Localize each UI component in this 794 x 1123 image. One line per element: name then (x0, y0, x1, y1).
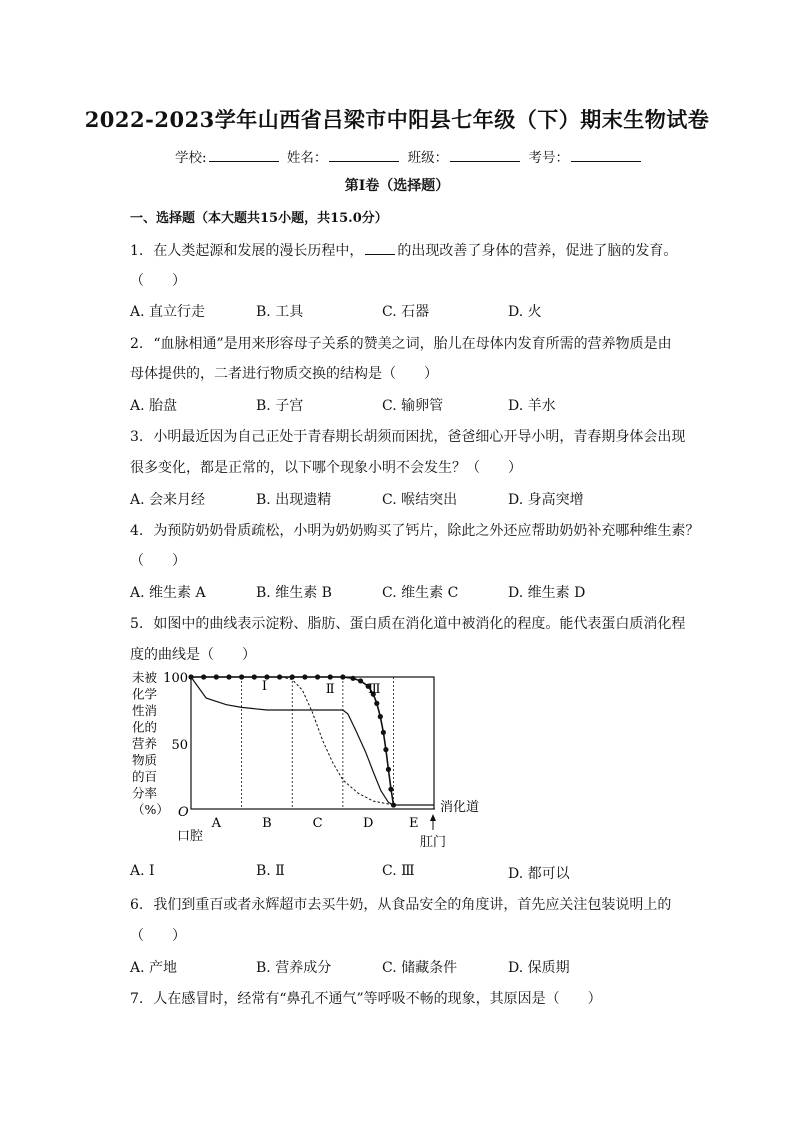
curve-iii-marker (188, 674, 193, 679)
curve-iii-marker (201, 674, 206, 679)
y-label-line: 性消 (132, 703, 158, 718)
digestion-chart (120, 668, 500, 853)
question-7-line-1 (130, 988, 602, 1008)
option-d[interactable]: D. 维生素 D (508, 585, 586, 601)
question-text: 如图中的曲线表示淀粉、脂肪、蛋白质在消化道中被消化的程度。能代表蛋白质消化程 (153, 616, 686, 632)
curve-label: Ⅱ (325, 681, 335, 697)
x-categories (211, 816, 419, 831)
question-2-line-2: 母体提供的，二者进行物质交换的结构是（ ） (130, 366, 438, 382)
fill-blank (365, 240, 395, 255)
curve-iii-marker (239, 674, 244, 679)
option-c[interactable]: C. 维生素 C (382, 585, 459, 601)
curve-Ⅱ (191, 677, 434, 805)
curve-iii-marker (302, 674, 307, 679)
y-label-line: 物质 (132, 752, 158, 768)
curve-iii-marker (383, 747, 388, 752)
question-number: 6. (130, 897, 144, 913)
name-label: 姓名： (286, 150, 328, 166)
curve-iii-marker (340, 674, 345, 679)
question-2-line-1 (130, 333, 672, 353)
curve-label: Ⅲ (367, 681, 381, 697)
option-c[interactable]: C. 输卵管 (382, 398, 444, 414)
y-axis-label (132, 670, 169, 817)
curve-label: Ⅰ (261, 679, 267, 695)
y-tick-100: 100 (163, 671, 188, 686)
y-label-line: 的百 (132, 769, 158, 784)
student-info (175, 146, 645, 166)
option-b[interactable]: B. 营养成分 (256, 960, 332, 976)
option-a[interactable]: A. 胎盘 (130, 398, 178, 414)
chart-series (188, 674, 434, 807)
x-category-label: B (262, 816, 272, 831)
option-d[interactable]: D. 都可以 (508, 866, 570, 882)
question-text: 为预防奶奶骨质疏松，小明为奶奶购买了钙片，除此之外还应帮助奶奶补充哪种维生素？ (153, 523, 700, 539)
option-c[interactable]: C. 储藏条件 (382, 960, 458, 976)
mouth-label: 口腔 (177, 829, 204, 844)
curve-iii-marker (328, 674, 333, 679)
option-d[interactable]: D. 身高突增 (508, 492, 584, 508)
option-d[interactable]: D. 保质期 (508, 960, 570, 976)
curve-iii-marker (226, 674, 231, 679)
curve-iii-marker (315, 674, 320, 679)
option-d[interactable]: D. 羊水 (508, 398, 556, 414)
y-label-line: （%） (132, 802, 169, 817)
option-b[interactable]: B. 子宫 (256, 398, 304, 414)
option-b[interactable]: B. 维生素 B (256, 585, 332, 601)
x-category-label: D (362, 816, 374, 831)
y-tick-50: 50 (171, 738, 188, 753)
option-a[interactable]: A. 会来月经 (130, 492, 206, 508)
option-b[interactable]: B. 工具 (256, 304, 304, 320)
school-blank (209, 147, 279, 162)
curve-Ⅰ (191, 677, 434, 805)
option-d[interactable]: D. 火 (508, 304, 542, 320)
curve-iii-marker (391, 802, 396, 807)
question-6-line-2: （ ） (130, 928, 186, 944)
question-3-line-2: 很多变化，都是正常的，以下哪个现象小明不会发生？（ ） (130, 460, 522, 476)
question-number: 4. (130, 523, 144, 539)
question-number: 2. (130, 336, 144, 352)
question-number: 3. (130, 429, 144, 445)
question-6-line-1 (130, 894, 671, 914)
question-text: 在人类起源和发展的漫长历程中， (153, 243, 364, 259)
exam-title: 2022-2023学年山西省吕梁市中阳县七年级（下）期末生物试卷 (84, 107, 710, 132)
option-a[interactable]: A. Ⅰ (130, 863, 155, 879)
class-label: 班级： (407, 150, 449, 166)
section-title: 第Ⅰ卷（选择题） (344, 178, 450, 194)
option-a[interactable]: A. 直立行走 (130, 304, 206, 320)
chart-box (191, 677, 434, 809)
name-blank (329, 147, 399, 162)
question-number: 1. (130, 243, 144, 259)
question-5-line-1 (130, 613, 685, 633)
question-text: 的出现改善了身体的营养，促进了脑的发育。 (397, 243, 678, 259)
question-1-line-1 (130, 240, 677, 260)
curve-iii-marker (386, 767, 391, 772)
question-4-line-2: （ ） (130, 553, 186, 569)
y-label-line: 分率 (132, 785, 158, 801)
curve-iii-marker (381, 730, 386, 735)
x-category-label: E (409, 816, 419, 831)
y-label-line: 化的 (132, 719, 158, 735)
curve-iii-marker (214, 674, 219, 679)
part-title: 一、选择题（本大题共15小题，共15.0分） (130, 211, 388, 226)
exam-no-label: 考号： (528, 150, 569, 166)
curve-iii-marker (277, 674, 282, 679)
question-number: 7. (130, 991, 144, 1007)
exam-no-blank (571, 147, 641, 162)
curve-iii-marker (388, 787, 393, 792)
origin-label: O (178, 805, 189, 820)
question-text: 我们到重百或者永辉超市去买牛奶，从食品安全的角度讲，首先应关注包装说明上的 (153, 897, 672, 913)
option-c[interactable]: C. Ⅲ (382, 863, 415, 879)
question-text: 人在感冒时，经常有“鼻孔不通气”等呼吸不畅的现象，其原因是（ ） (153, 991, 602, 1007)
school-label: 学校: (175, 150, 207, 166)
curve-iii-marker (350, 676, 355, 681)
chart-frame (191, 677, 435, 809)
option-c[interactable]: C. 石器 (382, 304, 430, 320)
anus-label: 肛门 (420, 835, 447, 850)
curve-iii-marker (358, 678, 363, 683)
x-axis-label: 消化道 (440, 800, 480, 815)
y-label-line: 未被 (132, 670, 158, 685)
question-5-line-2: 度的曲线是（ ） (130, 647, 256, 663)
y-label-line: 营养 (132, 736, 158, 751)
question-1-line-2: （ ） (130, 273, 186, 289)
question-text: 小明最近因为自己正处于青春期长胡须而困扰，爸爸细心开导小明，青春期身体会出现 (153, 429, 686, 445)
curve-iii-marker (378, 714, 383, 719)
x-category-label: A (211, 816, 222, 831)
option-a[interactable]: A. 产地 (130, 960, 178, 976)
x-category-label: C (312, 816, 323, 831)
curve-iii-marker (374, 701, 379, 706)
question-text: “血脉相通”是用来形容母子关系的赞美之词，胎儿在母体内发育所需的营养物质是由 (153, 336, 672, 352)
option-b[interactable]: B. 出现遗精 (256, 492, 332, 508)
question-4-line-1 (130, 520, 699, 540)
question-3-line-1 (130, 426, 685, 446)
option-a[interactable]: A. 维生素 A (130, 585, 206, 601)
curve-iii-marker (252, 674, 257, 679)
y-label-line: 化学 (132, 686, 158, 702)
option-c[interactable]: C. 喉结突出 (382, 492, 458, 508)
curve-iii-marker (290, 674, 295, 679)
class-blank (450, 147, 520, 162)
option-b[interactable]: B. Ⅱ (256, 863, 285, 879)
question-number: 5. (130, 616, 144, 632)
arrow-up-icon (430, 814, 436, 830)
